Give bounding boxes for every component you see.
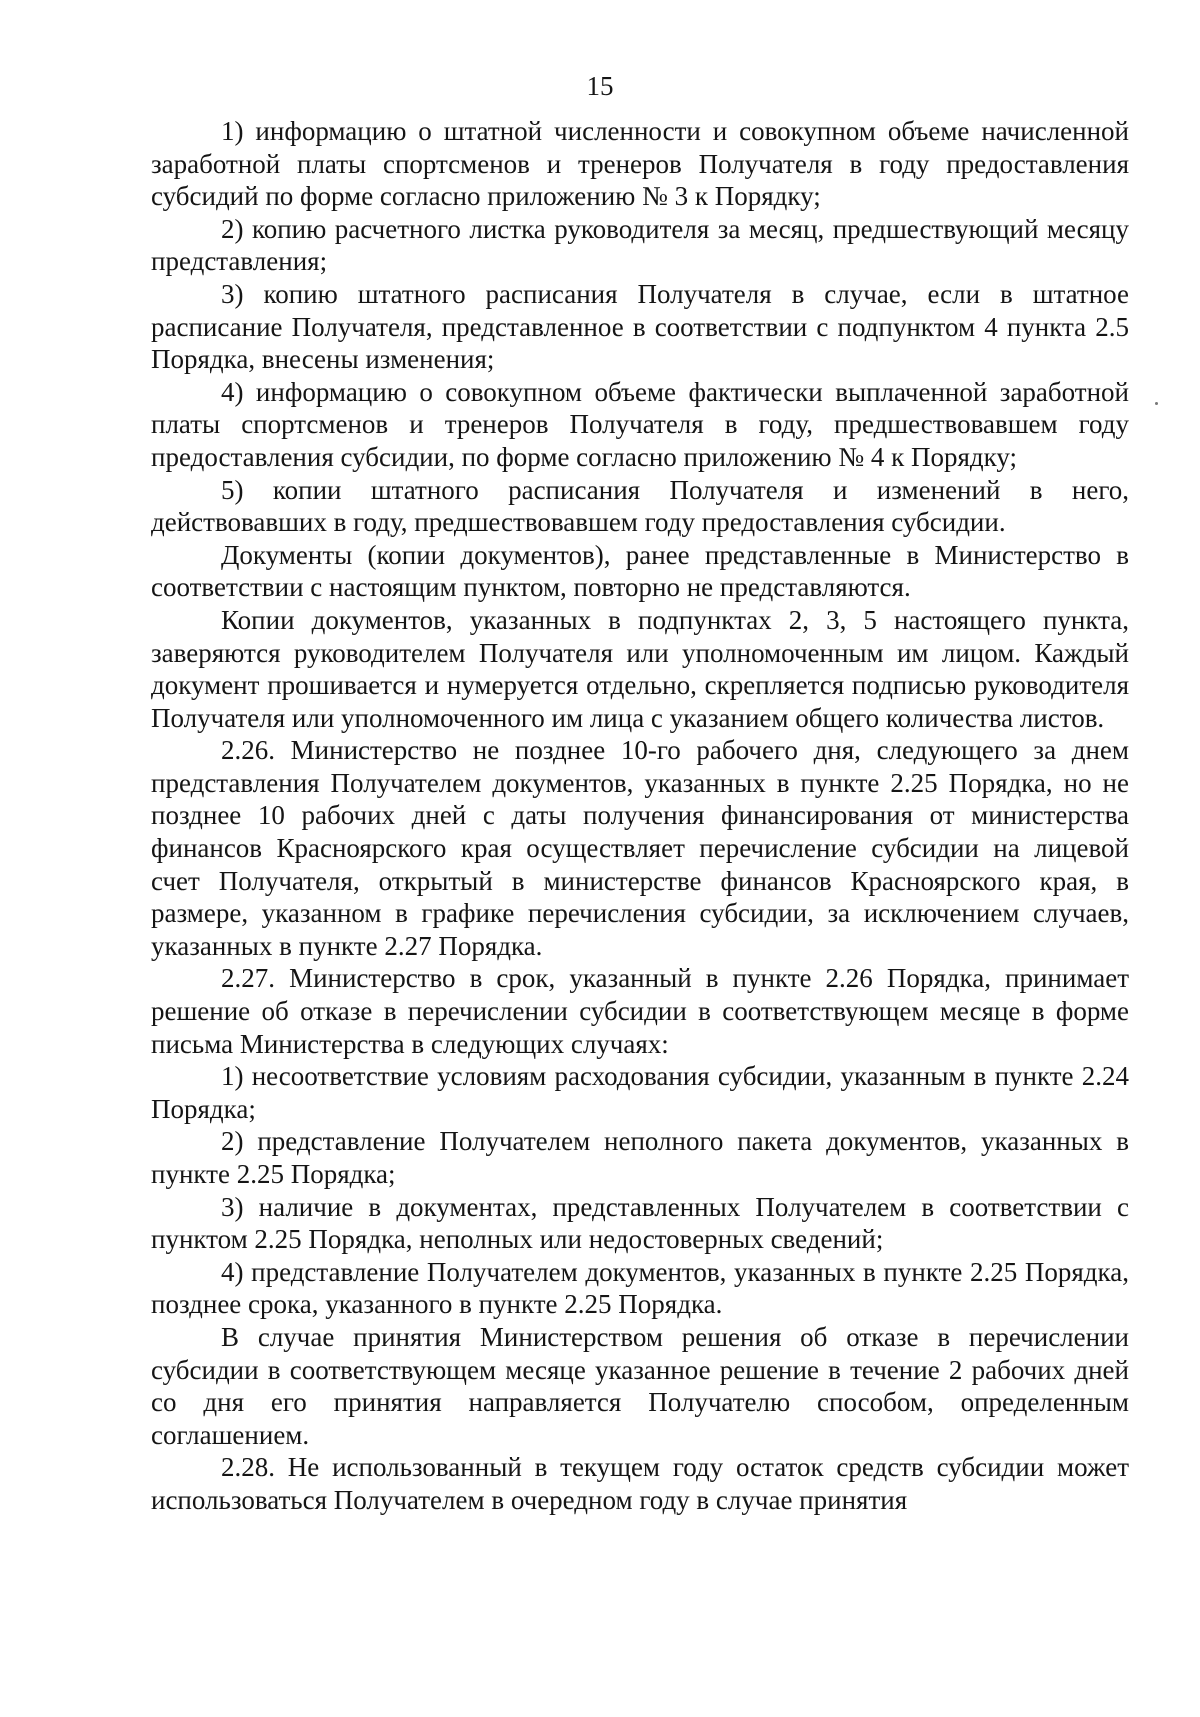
- refusal-case-2: 2) представление Получателем неполного пакета документов, указанных в пункте 2.25 Порядка;: [151, 1126, 1129, 1189]
- document-body: [151, 115, 1129, 1517]
- clause-2-26: 2.26. Министерство не позднее 10-го рабочего дня, следующего за днем представления Получателем документов, указанных в пункте 2.25 Порядка, но не позднее 10 рабочих дней с даты получения финансирования от министерства финансов Красноярского края осуществляет перечисление субсидии на лицевой счет Получателя, открытый в министерстве финансов Красноярского края, в размере, указанном в графике перечисления субсидии, за исключением случаев, указанных в пункте 2.27 Порядка.: [151, 735, 1129, 961]
- paragraph-refusal-notification: В случае принятия Министерством решения об отказе в перечислении субсидии в соответствующем месяце указанное решение в течение 2 рабочих дней со дня его принятия направляется Получателю способом, определенным соглашением.: [151, 1321, 1129, 1450]
- clause-2-27: 2.27. Министерство в срок, указанный в пункте 2.26 Порядка, принимает решение об отказе в перечислении субсидии в соответствующем месяце в форме письма Министерства в следующих случаях:: [151, 963, 1129, 1059]
- list-item-2-payslip-copy: 2) копию расчетного листка руководителя за месяц, предшествующий месяцу представления;: [151, 213, 1129, 277]
- list-item-3-staff-schedule-copy: 3) копию штатного расписания Получателя в случае, если в штатное расписание Получателя, представленное в соответствии с подпунктом 4 пункта 2.5 Порядка, внесены изменения;: [151, 278, 1129, 375]
- list-item-1-staff-info: 1) информацию о штатной численности и совокупном объеме начисленной заработной платы спортсменов и тренеров Получателя в году предоставления субсидий по форме согласно приложению № 3 к Порядку;: [151, 116, 1129, 212]
- paragraph-copies-certification: Копии документов, указанных в подпунктах 2, 3, 5 настоящего пункта, заверяются руководителем Получателя или уполномоченным им лицом. Каждый документ прошивается и нумеруется отдельно, скрепляется подписью руководителя Получателя или уполномоченного им лица с указанием общего количества листов.: [151, 604, 1129, 733]
- list-item-5-schedule-copies: 5) копии штатного расписания Получателя и изменений в него, действовавших в году, предшествовавшем году предоставления субсидии.: [151, 474, 1129, 538]
- refusal-case-3: 3) наличие в документах, представленных Получателем в соответствии с пунктом 2.25 Порядка, неполных или недостоверных сведений;: [151, 1191, 1129, 1255]
- refusal-case-1: 1) несоответствие условиям расходования субсидии, указанным в пункте 2.24 Порядка;: [151, 1061, 1129, 1124]
- page-number: 15: [586, 71, 614, 101]
- clause-2-28: 2.28. Не использованный в текущем году остаток средств субсидии может использоваться Получателем в очередном году в случае принятия: [151, 1452, 1129, 1515]
- list-item-4-actual-payroll-info: 4) информацию о совокупном объеме фактически выплаченной заработной платы спортсменов и тренеров Получателя в году, предшествовавшем году предоставления субсидии, по форме согласно приложению № 4 к Порядку;: [151, 376, 1129, 472]
- paragraph-documents-not-resubmitted: Документы (копии документов), ранее представленные в Министерство в соответствии с настоящим пунктом, повторно не представляются.: [151, 539, 1129, 603]
- refusal-case-4: 4) представление Получателем документов, указанных в пункте 2.25 Порядка, позднее срока, указанного в пункте 2.25 Порядка.: [151, 1256, 1129, 1320]
- scan-speck: [1155, 402, 1158, 405]
